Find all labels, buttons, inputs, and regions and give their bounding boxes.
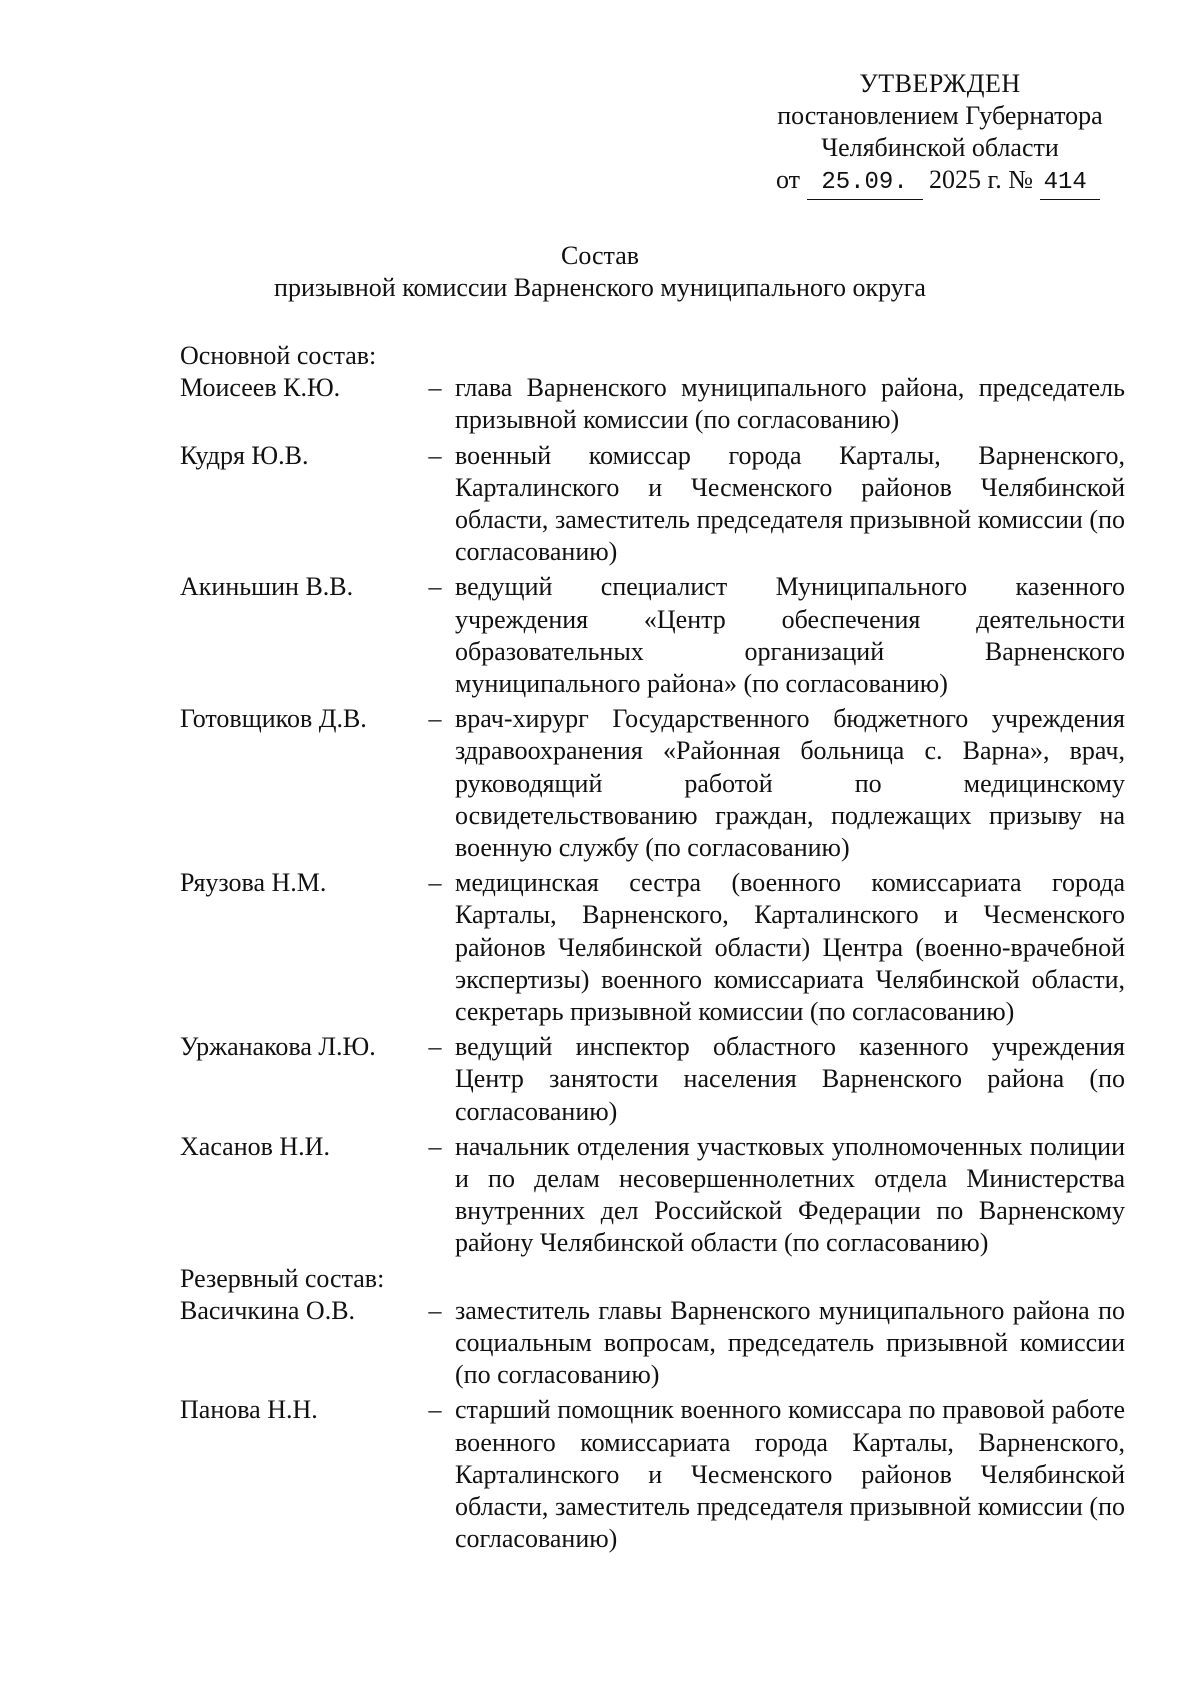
member-entry xyxy=(180,440,1125,569)
member-name: Готовщиков Д.В. xyxy=(180,704,367,734)
member-name: Хасанов Н.И. xyxy=(180,1131,330,1161)
approval-date: 25.09. xyxy=(807,167,923,200)
member-description: ведущий специалист Муниципального казенного учреждения «Центр обеспечения деятельности образовательных организаций Варненского муниципального района» (по согласованию) xyxy=(455,572,1125,699)
member-entry xyxy=(180,1295,1125,1392)
member-dash: – xyxy=(428,1131,442,1161)
member-dash: – xyxy=(428,373,442,403)
member-name: Васичкина О.В. xyxy=(180,1295,356,1325)
member-dash: – xyxy=(428,868,442,898)
heading-title: Состав xyxy=(560,241,640,270)
member-description: старший помощник военного комиссара по правовой работе военного комиссариата города Карталы, Варненского, Карталинского и Чесменского районов Челябинской области, заместитель председателя призывной комиссии (по согласованию) xyxy=(455,1395,1125,1554)
members-list xyxy=(180,340,1125,1558)
member-description: врач-хирург Государственного бюджетного учреждения здравоохранения «Районная больница с. Варна», врач, руководящий работой по медицинскому освидетельствованию граждан, подлежащих призыву на военную службу (по согласованию) xyxy=(455,704,1125,863)
member-entry xyxy=(180,867,1125,1028)
member-description: ведущий инспектор областного казенного учреждения Центр занятости населения Варненского района (по согласованию) xyxy=(455,1032,1125,1126)
member-name: Акиньшин В.В. xyxy=(180,572,354,602)
member-dash: – xyxy=(428,1295,442,1325)
approval-line-1: постановлением Губернатора xyxy=(777,101,1103,130)
approval-title: УТВЕРЖДЕН xyxy=(859,69,1021,98)
member-name: Панова Н.Н. xyxy=(180,1395,318,1425)
document-heading xyxy=(0,240,1200,304)
member-dash: – xyxy=(428,1032,442,1062)
member-entry xyxy=(180,703,1125,864)
member-entry xyxy=(180,571,1125,700)
member-entry xyxy=(180,1131,1125,1260)
member-dash: – xyxy=(428,704,442,734)
member-name: Моисеев К.Ю. xyxy=(180,373,341,403)
member-dash: – xyxy=(428,1395,442,1425)
approval-number: 414 xyxy=(1040,167,1100,200)
member-name: Кудря Ю.В. xyxy=(180,440,309,470)
approval-date-line xyxy=(740,164,1140,200)
heading-subtitle: призывной комиссии Варненского муниципального округа xyxy=(274,273,926,302)
approval-year: 2025 г. № xyxy=(929,165,1034,194)
member-entry xyxy=(180,1031,1125,1128)
section-label: Основной состав: xyxy=(180,341,377,370)
approval-block xyxy=(740,68,1140,200)
member-dash: – xyxy=(428,572,442,602)
member-name: Ряузова Н.М. xyxy=(180,868,327,898)
approval-line-2: Челябинской области xyxy=(821,133,1059,162)
section-label: Резервный состав: xyxy=(180,1263,385,1293)
approval-prefix: от xyxy=(776,165,801,194)
member-name: Уржанакова Л.Ю. xyxy=(180,1032,376,1062)
member-description: медицинская сестра (военного комиссариата города Карталы, Варненского, Карталинского и Чесменского районов Челябинской области) Центра (военно-врачебной экспертизы) военного комиссариата Челябинской области, секретарь призывной комиссии (по согласованию) xyxy=(455,868,1125,1027)
member-entry xyxy=(180,372,1125,436)
member-dash: – xyxy=(428,440,442,470)
member-description: заместитель главы Варненского муниципального района по социальным вопросам, председатель призывной комиссии (по согласованию) xyxy=(455,1295,1125,1390)
member-description: военный комиссар города Карталы, Варненского, Карталинского и Чесменского районов Челябинской области, заместитель председателя призывной комиссии (по согласованию) xyxy=(455,440,1125,567)
member-description: глава Варненского муниципального района, председатель призывной комиссии (по согласованию) xyxy=(455,373,1125,435)
member-entry xyxy=(180,1394,1125,1555)
member-description: начальник отделения участковых уполномоченных полиции и по делам несовершеннолетних отдела Министерства внутренних дел Российской Федерации по Варненскому району Челябинской области (по согласованию) xyxy=(455,1131,1125,1258)
